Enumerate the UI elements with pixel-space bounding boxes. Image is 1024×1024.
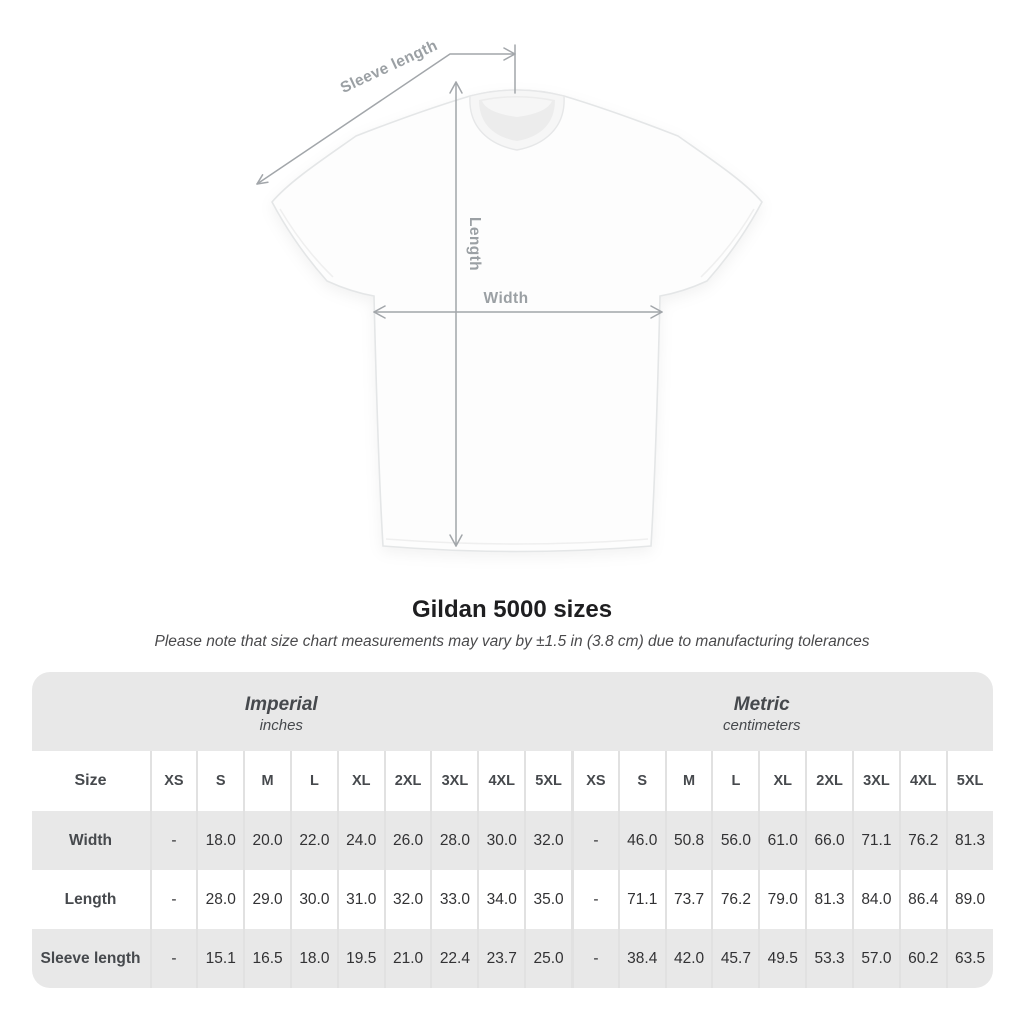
value-cell: - bbox=[150, 870, 197, 929]
table-header-row bbox=[32, 751, 993, 811]
value-cell: - bbox=[571, 929, 618, 988]
value-cell: 38.4 bbox=[618, 929, 665, 988]
table-row bbox=[32, 929, 993, 988]
value-cell: 28.0 bbox=[430, 811, 477, 870]
value-cell: 71.1 bbox=[852, 811, 899, 870]
value-cell: - bbox=[571, 811, 618, 870]
imperial-label: Imperial bbox=[244, 693, 318, 715]
value-cell: 56.0 bbox=[711, 811, 758, 870]
value-cell: 30.0 bbox=[477, 811, 524, 870]
imperial-sublabel: inches bbox=[259, 716, 303, 734]
row-label: Length bbox=[64, 890, 117, 908]
value-cell: 32.0 bbox=[384, 870, 431, 929]
size-chart-section bbox=[0, 596, 1024, 988]
width-label: Width bbox=[483, 290, 529, 307]
size-col-header: XS bbox=[150, 751, 197, 811]
value-cell: 49.5 bbox=[758, 929, 805, 988]
tshirt-silhouette bbox=[272, 90, 762, 552]
value-cell: 63.5 bbox=[946, 929, 993, 988]
size-col-header: 3XL bbox=[852, 751, 899, 811]
value-cell: 57.0 bbox=[852, 929, 899, 988]
table-body bbox=[32, 811, 993, 988]
sleeve-length-label: Sleeve length bbox=[337, 37, 441, 97]
value-cell: 76.2 bbox=[899, 811, 946, 870]
value-cell: 20.0 bbox=[243, 811, 290, 870]
value-cell: 23.7 bbox=[477, 929, 524, 988]
value-cell: 81.3 bbox=[805, 870, 852, 929]
value-cell: 53.3 bbox=[805, 929, 852, 988]
value-cell: 46.0 bbox=[618, 811, 665, 870]
value-cell: 18.0 bbox=[290, 929, 337, 988]
size-col-header: S bbox=[618, 751, 665, 811]
size-col-header: M bbox=[665, 751, 712, 811]
value-cell: 66.0 bbox=[805, 811, 852, 870]
value-cell: 22.4 bbox=[430, 929, 477, 988]
value-cell: 21.0 bbox=[384, 929, 431, 988]
value-cell: 45.7 bbox=[711, 929, 758, 988]
value-cell: 35.0 bbox=[524, 870, 571, 929]
size-col-header: 4XL bbox=[477, 751, 524, 811]
value-cell: 26.0 bbox=[384, 811, 431, 870]
table-row bbox=[32, 811, 993, 870]
size-col-header: L bbox=[290, 751, 337, 811]
value-cell: 81.3 bbox=[946, 811, 993, 870]
value-cell: 19.5 bbox=[337, 929, 384, 988]
value-cell: 25.0 bbox=[524, 929, 571, 988]
value-cell: 86.4 bbox=[899, 870, 946, 929]
value-cell: 76.2 bbox=[711, 870, 758, 929]
value-cell: 24.0 bbox=[337, 811, 384, 870]
value-cell: 89.0 bbox=[946, 870, 993, 929]
unit-group-imperial bbox=[32, 672, 532, 753]
value-cell: 16.5 bbox=[243, 929, 290, 988]
row-label: Sleeve length bbox=[40, 949, 141, 967]
value-cell: 30.0 bbox=[290, 870, 337, 929]
chart-subtitle: Please note that size chart measurements may vary by ±1.5 in (3.8 cm) due to manufacturing tolerances bbox=[154, 633, 870, 650]
value-cell: 79.0 bbox=[758, 870, 805, 929]
size-col-header: 4XL bbox=[899, 751, 946, 811]
value-cell: 33.0 bbox=[430, 870, 477, 929]
table-row bbox=[32, 870, 993, 929]
value-cell: 71.1 bbox=[618, 870, 665, 929]
unit-band bbox=[32, 672, 993, 751]
size-col-header: 2XL bbox=[384, 751, 431, 811]
size-col-header: 5XL bbox=[524, 751, 571, 811]
size-col-header: XS bbox=[571, 751, 618, 811]
value-cell: - bbox=[571, 870, 618, 929]
length-label: Length bbox=[466, 216, 483, 272]
value-cell: 61.0 bbox=[758, 811, 805, 870]
size-col-header: XL bbox=[758, 751, 805, 811]
value-cell: - bbox=[150, 929, 197, 988]
value-cell: 29.0 bbox=[243, 870, 290, 929]
unit-group-metric bbox=[531, 672, 993, 753]
value-cell: 32.0 bbox=[524, 811, 571, 870]
value-cell: 73.7 bbox=[665, 870, 712, 929]
value-cell: 50.8 bbox=[665, 811, 712, 870]
value-cell: 60.2 bbox=[899, 929, 946, 988]
size-corner-header: Size bbox=[74, 772, 107, 789]
value-cell: 31.0 bbox=[337, 870, 384, 929]
size-col-header: S bbox=[196, 751, 243, 811]
metric-sublabel: centimeters bbox=[722, 716, 801, 734]
value-cell: 28.0 bbox=[196, 870, 243, 929]
value-cell: 34.0 bbox=[477, 870, 524, 929]
value-cell: - bbox=[150, 811, 197, 870]
value-cell: 18.0 bbox=[196, 811, 243, 870]
size-col-header: 5XL bbox=[946, 751, 993, 811]
size-col-header: M bbox=[243, 751, 290, 811]
row-label: Width bbox=[69, 831, 112, 849]
size-table bbox=[32, 672, 993, 988]
size-col-header: 3XL bbox=[430, 751, 477, 811]
size-col-header: 2XL bbox=[805, 751, 852, 811]
value-cell: 22.0 bbox=[290, 811, 337, 870]
size-col-header: XL bbox=[337, 751, 384, 811]
chart-title: Gildan 5000 sizes bbox=[411, 596, 613, 623]
metric-label: Metric bbox=[733, 693, 790, 715]
value-cell: 84.0 bbox=[852, 870, 899, 929]
value-cell: 42.0 bbox=[665, 929, 712, 988]
value-cell: 15.1 bbox=[196, 929, 243, 988]
size-col-header: L bbox=[711, 751, 758, 811]
